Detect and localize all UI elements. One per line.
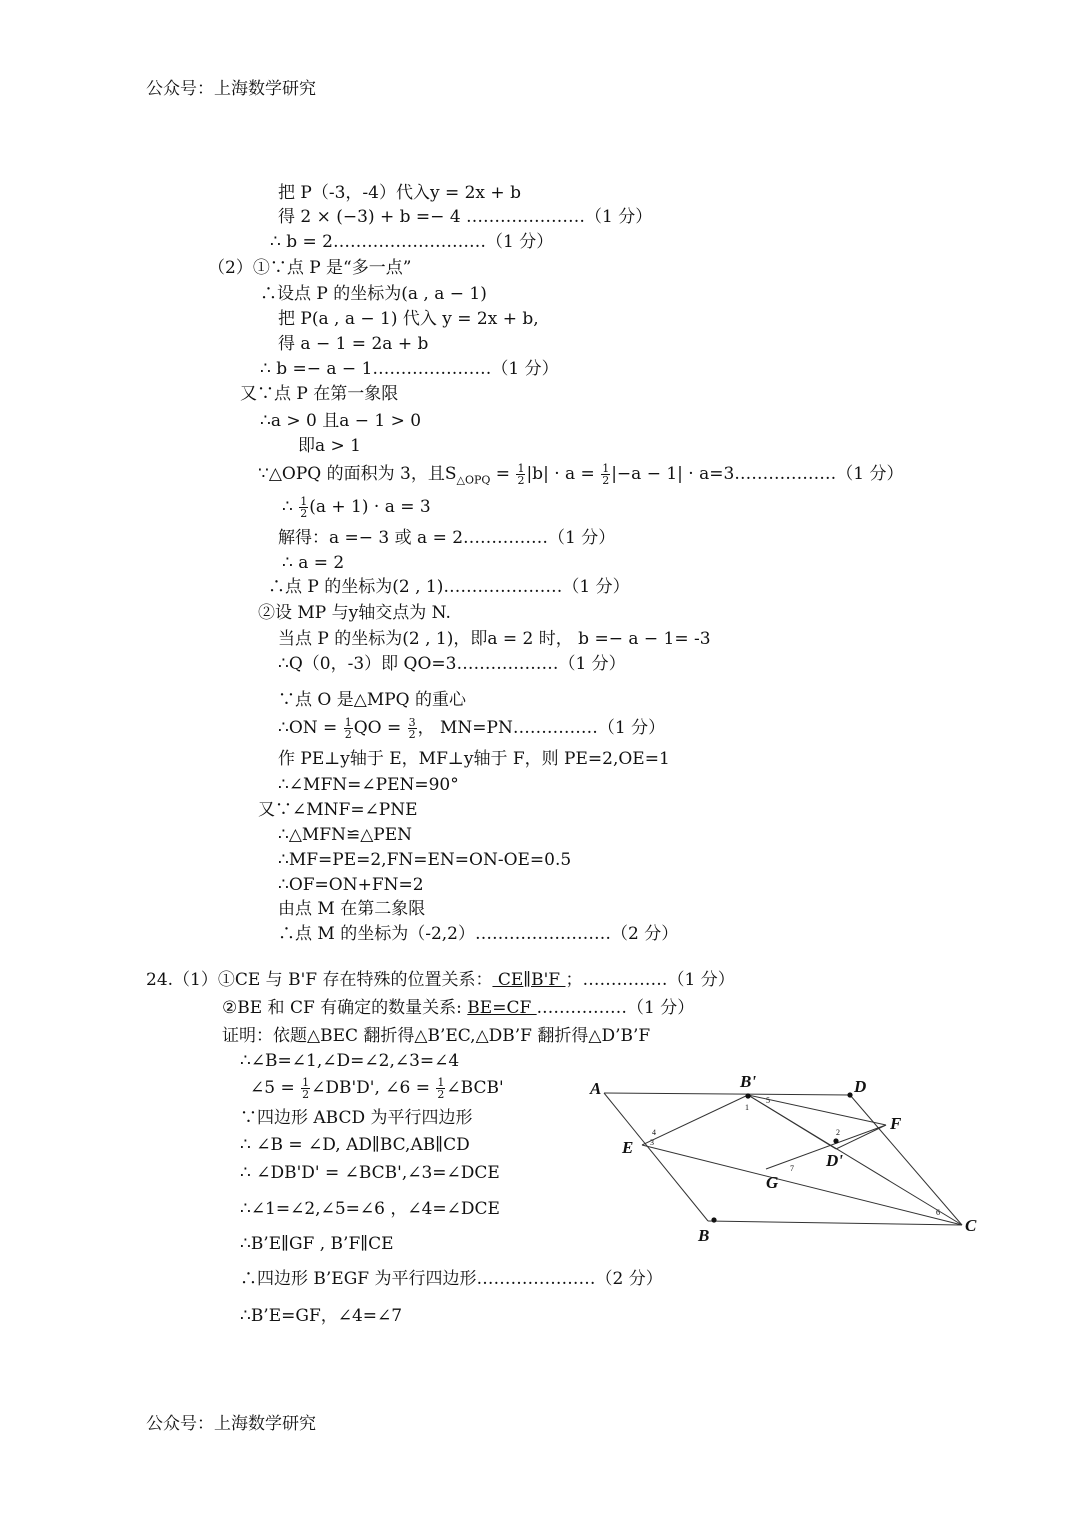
area-mid2: |−a − 1| · a=3………………（1 分）	[611, 464, 904, 484]
fraction-three-halves: $\frac{3}{2}$	[408, 716, 416, 741]
area-subscript: △OPQ	[456, 473, 491, 487]
solution-line: ∴△MFN≌△PEN	[278, 825, 413, 845]
area-prefix: ∵△OPQ 的面积为 3，且S	[258, 464, 457, 484]
q24-line2: ②BE 和 CF 有确定的数量关系: BE=CF .……………（1 分）	[222, 998, 695, 1018]
angle-mark: 3	[650, 1138, 654, 1147]
solution-line: 又∵∠MNF=∠PNE	[258, 800, 418, 820]
page-header: 公众号：上海数学研究	[146, 79, 316, 99]
solution-line: ∴设点 P 的坐标为(a , a − 1)	[260, 284, 487, 304]
angle-mark: 2	[836, 1128, 840, 1137]
solution-line: 得 a − 1 = 2a + b	[278, 334, 429, 354]
solution-line: ∴ a = 2	[282, 553, 345, 573]
solution-line: 即a > 1	[298, 436, 362, 456]
on-prefix: ∴ON =	[278, 718, 343, 738]
angle-mark: 4	[652, 1128, 656, 1137]
area-mid1: |b| · a =	[526, 464, 601, 484]
solution-line: ∴Q（0，-3）即 QO=3………………（1 分）	[278, 654, 626, 674]
proof-line: ∴四边形 B’EGF 为平行四边形…………………（2 分）	[240, 1269, 663, 1289]
proof-line: ∴∠B=∠1,∠D=∠2,∠3=∠4	[240, 1051, 460, 1071]
parallelogram-diagram	[580, 1065, 1000, 1255]
solution-line: ∴∠MFN=∠PEN=90°	[278, 775, 459, 795]
diagram-label: F	[890, 1114, 902, 1133]
on-rest: ， MN=PN……………（1 分）	[417, 718, 666, 738]
answer-blank: BE=CF	[467, 998, 537, 1018]
half-prefix: ∴	[282, 497, 299, 517]
fraction-half: $\frac{1}{2}$	[344, 716, 352, 741]
solution-line: 把 P(a , a − 1) 代入 y = 2x + b,	[278, 309, 539, 329]
proof-line: ∴B’E∥GF , B’F∥CE	[240, 1234, 394, 1254]
fraction-half: $\frac{1}{2}$	[437, 1076, 445, 1101]
solution-line: ∵点 O 是△MPQ 的重心	[278, 690, 467, 710]
half-rest: (a + 1) · a = 3	[309, 497, 431, 517]
half-equation-line	[282, 493, 431, 521]
q24-line1: 24.（1）①CE 与 B'F 存在特殊的位置关系： CE∥B'F ；……………（1 分）	[146, 970, 735, 990]
solution-line: ∴点 M 的坐标为（-2,2）……………………（2 分）	[278, 924, 679, 944]
angle-mark: 1	[745, 1103, 749, 1112]
solution-line: 把 P（-3，-4）代入y = 2x + b	[278, 183, 521, 203]
answer-blank: CE∥B'F	[492, 970, 566, 990]
diagram-label: B	[698, 1226, 710, 1245]
diagram-label: B'	[740, 1072, 757, 1091]
page-footer: 公众号：上海数学研究	[146, 1414, 316, 1434]
on-mid: QO =	[353, 718, 407, 738]
angle-mark: 5	[766, 1096, 770, 1105]
solution-line: ∴ b =− a − 1…………………（1 分）	[260, 359, 559, 379]
area-eq: =	[490, 464, 516, 484]
fraction-half: $\frac{1}{2}$	[300, 495, 308, 520]
solution-line: ∴a > 0 且a − 1 > 0	[260, 411, 422, 431]
diagram-label: D'	[826, 1151, 843, 1170]
angle-5-6-line: ∠5 = $\frac{1}{2}$ ∠DB'D', ∠6 = $\frac{1}{2}$ ∠BCB'	[250, 1076, 504, 1101]
solution-line: 解得：a =− 3 或 a = 2……………（1 分）	[278, 528, 616, 548]
proof-line: ∴B’E=GF，∠4=∠7	[240, 1306, 403, 1326]
area-equation-line	[258, 460, 904, 494]
solution-line: （2）①∵点 P 是“多一点”	[208, 258, 412, 278]
solution-line: 得 2 × (−3) + b =− 4 …………………（1 分）	[278, 207, 653, 227]
solution-line: 由点 M 在第二象限	[278, 899, 426, 919]
on-equation-line	[278, 714, 665, 742]
proof-intro: 证明：依题△BEC 翻折得△B’EC,△DB’F 翻折得△D’B’F	[222, 1026, 651, 1046]
diagram-label: E	[622, 1138, 634, 1157]
proof-line: ∵四边形 ABCD 为平行四边形	[240, 1108, 473, 1128]
solution-line: ∴MF=PE=2,FN=EN=ON-OE=0.5	[278, 850, 572, 870]
solution-line: 又∵点 P 在第一象限	[240, 384, 399, 404]
solution-line: ∴OF=ON+FN=2	[278, 875, 424, 895]
angle-mark: 6	[936, 1208, 940, 1217]
fraction-half: $\frac{1}{2}$	[517, 462, 525, 487]
diagram-label: G	[766, 1173, 779, 1192]
angle-mark: 7	[790, 1164, 794, 1173]
proof-line: ∴∠1=∠2,∠5=∠6 ，∠4=∠DCE	[240, 1199, 500, 1219]
solution-line: 作 PE⊥y轴于 E，MF⊥y轴于 F，则 PE=2,OE=1	[278, 749, 670, 769]
proof-line: ∴ ∠DB'D' = ∠BCB',∠3=∠DCE	[240, 1163, 500, 1183]
diagram-label: A	[590, 1079, 602, 1098]
proof-line: ∴ ∠B = ∠D, AD∥BC,AB∥CD	[240, 1135, 470, 1155]
solution-line: ∴点 P 的坐标为(2 , 1)…………………（1 分）	[268, 577, 630, 597]
solution-line: 当点 P 的坐标为(2 , 1)，即a = 2 时， b =− a − 1= -3	[278, 629, 711, 649]
solution-line: ②设 MP 与y轴交点为 N.	[258, 603, 451, 623]
fraction-half: $\frac{1}{2}$	[302, 1076, 310, 1101]
diagram-label: D	[854, 1077, 867, 1096]
diagram-label: C	[965, 1216, 977, 1235]
solution-line: ∴ b = 2………………………（1 分）	[270, 232, 554, 252]
fraction-half: $\frac{1}{2}$	[602, 462, 610, 487]
